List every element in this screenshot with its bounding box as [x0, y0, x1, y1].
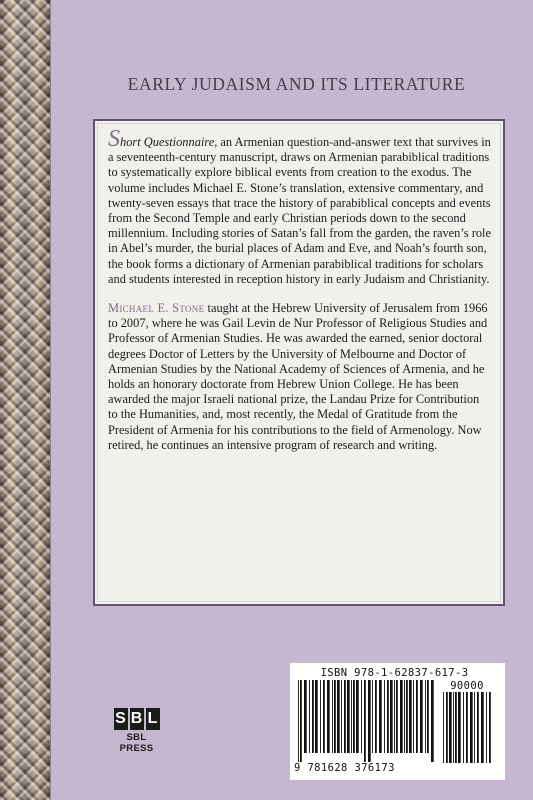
drop-cap: S [108, 126, 120, 152]
barcode-digits: 9 781628 376173 [294, 762, 395, 774]
isbn-label: ISBN 978-1-62837-617-3 [320, 667, 469, 679]
addon-digits: 90000 [450, 680, 484, 692]
sbl-press-logo [113, 708, 160, 754]
author-bio [108, 301, 491, 453]
book-description [108, 126, 491, 287]
addon-barcode [443, 680, 491, 772]
main-barcode-bars [298, 680, 434, 762]
braided-border-decoration [0, 0, 51, 800]
logo-letter-b: B [130, 708, 144, 730]
main-barcode-block [294, 680, 434, 774]
press-name: SBL PRESS [119, 732, 154, 754]
logo-letter-s: S [114, 708, 128, 730]
description-text: , an Armenian question-and-answer text that survives in a seventeenth-century manuscript, draws on Armenian parabiblical traditions to systematically explore biblical events from creation to the exodus. The volume includes Michael E. Stone’s translation, extensive commentary, and twenty-seven essays that trace the history of parabiblical concepts and events from the Second Temple and early Christian periods down to the second millennium. Including stories of Satan’s fall from the garden, the raven’s role in Abel’s murder, the burial places of Adam and Eve, and Noah’s fourth son, the book forms a dictionary of Armenian parabiblical traditions for scholars and students interested in reception history in early Judaism and Christianity. [108, 135, 491, 286]
logo-letter-l: L [146, 708, 160, 730]
book-title-italic: hort Questionnaire [120, 135, 215, 149]
isbn-barcode [290, 663, 505, 780]
series-title: EARLY JUDAISM AND ITS LITERATURE [127, 74, 466, 94]
bio-text: taught at the Hebrew University of Jerusalem from 1966 to 2007, where he was Gail Levin de Nur Professor of Religious Studies and Professor of Armenian Studies. He was awarded the earned, senior doctoral degrees Doctor of Letters by the University of Melbourne and Doctor of Armenian Studies by the National Academy of Sciences of Armenia, and he holds an honorary doctorate from Hebrew Union College. He has been awarded the major Israeli national prize, the Landau Prize for Contribution to the Humanities, and, most recently, the Medal of Gratitude from the President of Armenia for his contributions to the field of Armenology. Now retired, he continues an intensive program of research and writing. [108, 301, 488, 452]
author-name: Michael E. Stone [108, 301, 205, 316]
description-panel [93, 119, 505, 606]
addon-barcode-bars [443, 692, 491, 772]
